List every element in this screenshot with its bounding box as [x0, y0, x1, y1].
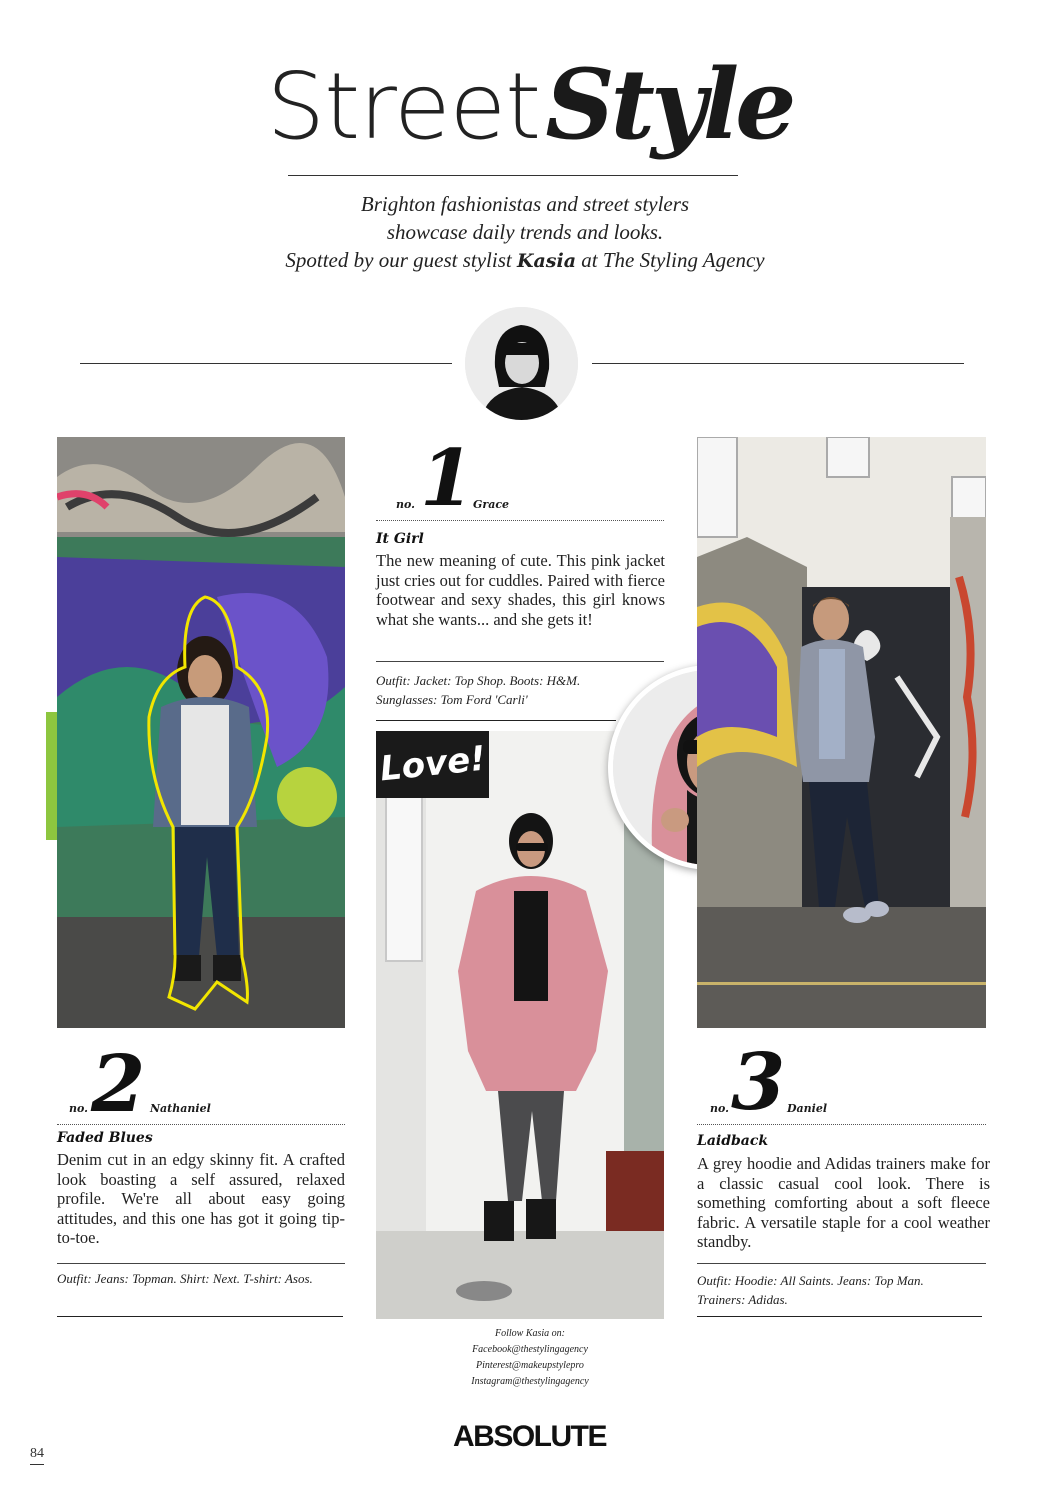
look-2-number: 2 [91, 1039, 142, 1130]
look-3-outfit [697, 1271, 986, 1309]
look-1-rule-bottom [376, 720, 616, 721]
follow-facebook[interactable]: Facebook@thestylingagency [472, 1344, 588, 1355]
look-3-rule-bottom [697, 1316, 982, 1317]
stylist-name: Kasia [516, 250, 577, 272]
look-1-title: It Girl [376, 531, 424, 547]
look-1-number: 1 [420, 433, 471, 524]
look-1-rule-top [376, 661, 664, 662]
look-1-outfit [376, 671, 664, 709]
look-1-dotted-rule [376, 520, 664, 521]
right-divider [592, 363, 964, 364]
left-divider [80, 363, 452, 364]
look-2-rule-top [57, 1263, 345, 1264]
accent-bar [46, 712, 57, 840]
look-2-no-label: no. [69, 1102, 88, 1115]
love-tag [376, 731, 489, 798]
look-3-body: A grey hoodie and Adidas trainers make for a classic casual cool look. There is something comforting about a soft fleece fabric. A versatile staple for a cool weather standby. [697, 1154, 990, 1251]
look-3-no-label: no. [710, 1102, 729, 1115]
look-1-outfit-line-2: Sunglasses: Tom Ford 'Carli' [376, 692, 528, 707]
follow-heading: Follow Kasia on: [494, 1328, 565, 1339]
intro-line-3 [200, 246, 850, 275]
brand-logo: ABSOLUTE [453, 1420, 606, 1453]
look-3-dotted-rule [697, 1124, 986, 1125]
page-number: 84 [30, 1446, 44, 1465]
title-divider [288, 175, 738, 176]
photo-daniel [697, 437, 986, 1028]
look-2-dotted-rule [57, 1124, 345, 1125]
look-3-number: 3 [731, 1037, 782, 1128]
follow-pinterest[interactable]: Pinterest@makeupstylepro [476, 1360, 584, 1371]
photo-nathaniel [57, 437, 345, 1028]
look-2-body: Denim cut in an edgy skinny fit. A crafted look boasting a self assured, relaxed profile. We're all about easy going attitudes, and this one has got it going tip-to-toe. [57, 1150, 345, 1247]
look-3-name: Daniel [787, 1102, 828, 1115]
look-1-no-label: no. [396, 498, 415, 511]
look-1-body: The new meaning of cute. This pink jacket just cries out for cuddles. Paired with fierce footwear and sexy shades, this girl knows what she wants... and she gets it! [376, 551, 665, 629]
photo-grace [376, 731, 664, 1319]
intro-line-2: showcase daily trends and looks. [386, 220, 664, 244]
stylist-portrait [465, 307, 578, 420]
look-2-outfit: Outfit: Jeans: Topman. Shirt: Next. T-shirt: Asos. [57, 1271, 313, 1286]
look-3-rule-top [697, 1263, 986, 1264]
follow-instagram[interactable]: Instagram@thestylingagency [471, 1376, 589, 1387]
intro-line-3-post: at The Styling Agency [581, 248, 765, 272]
intro-line-1: Brighton fashionistas and street stylers [360, 192, 690, 216]
look-2-name: Nathaniel [150, 1102, 211, 1115]
look-1-outfit-line-1: Outfit: Jacket: Top Shop. Boots: H&M. [376, 673, 581, 688]
title-bold: Style [545, 48, 793, 161]
look-1-name: Grace [473, 498, 510, 511]
page-title [0, 48, 1059, 161]
look-2-title: Faded Blues [57, 1130, 153, 1146]
love-tag-text: Love! [377, 738, 488, 790]
follow-block [430, 1326, 630, 1390]
intro-text [200, 190, 850, 275]
title-light: Street [266, 53, 541, 160]
look-2-rule-bottom [57, 1316, 343, 1317]
look-3-outfit-line-2: Trainers: Adidas. [697, 1292, 788, 1307]
look-3-title: Laidback [697, 1133, 769, 1149]
look-3-outfit-line-1: Outfit: Hoodie: All Saints. Jeans: Top Man. [697, 1273, 924, 1288]
intro-line-3-pre: Spotted by our guest stylist [285, 248, 512, 272]
